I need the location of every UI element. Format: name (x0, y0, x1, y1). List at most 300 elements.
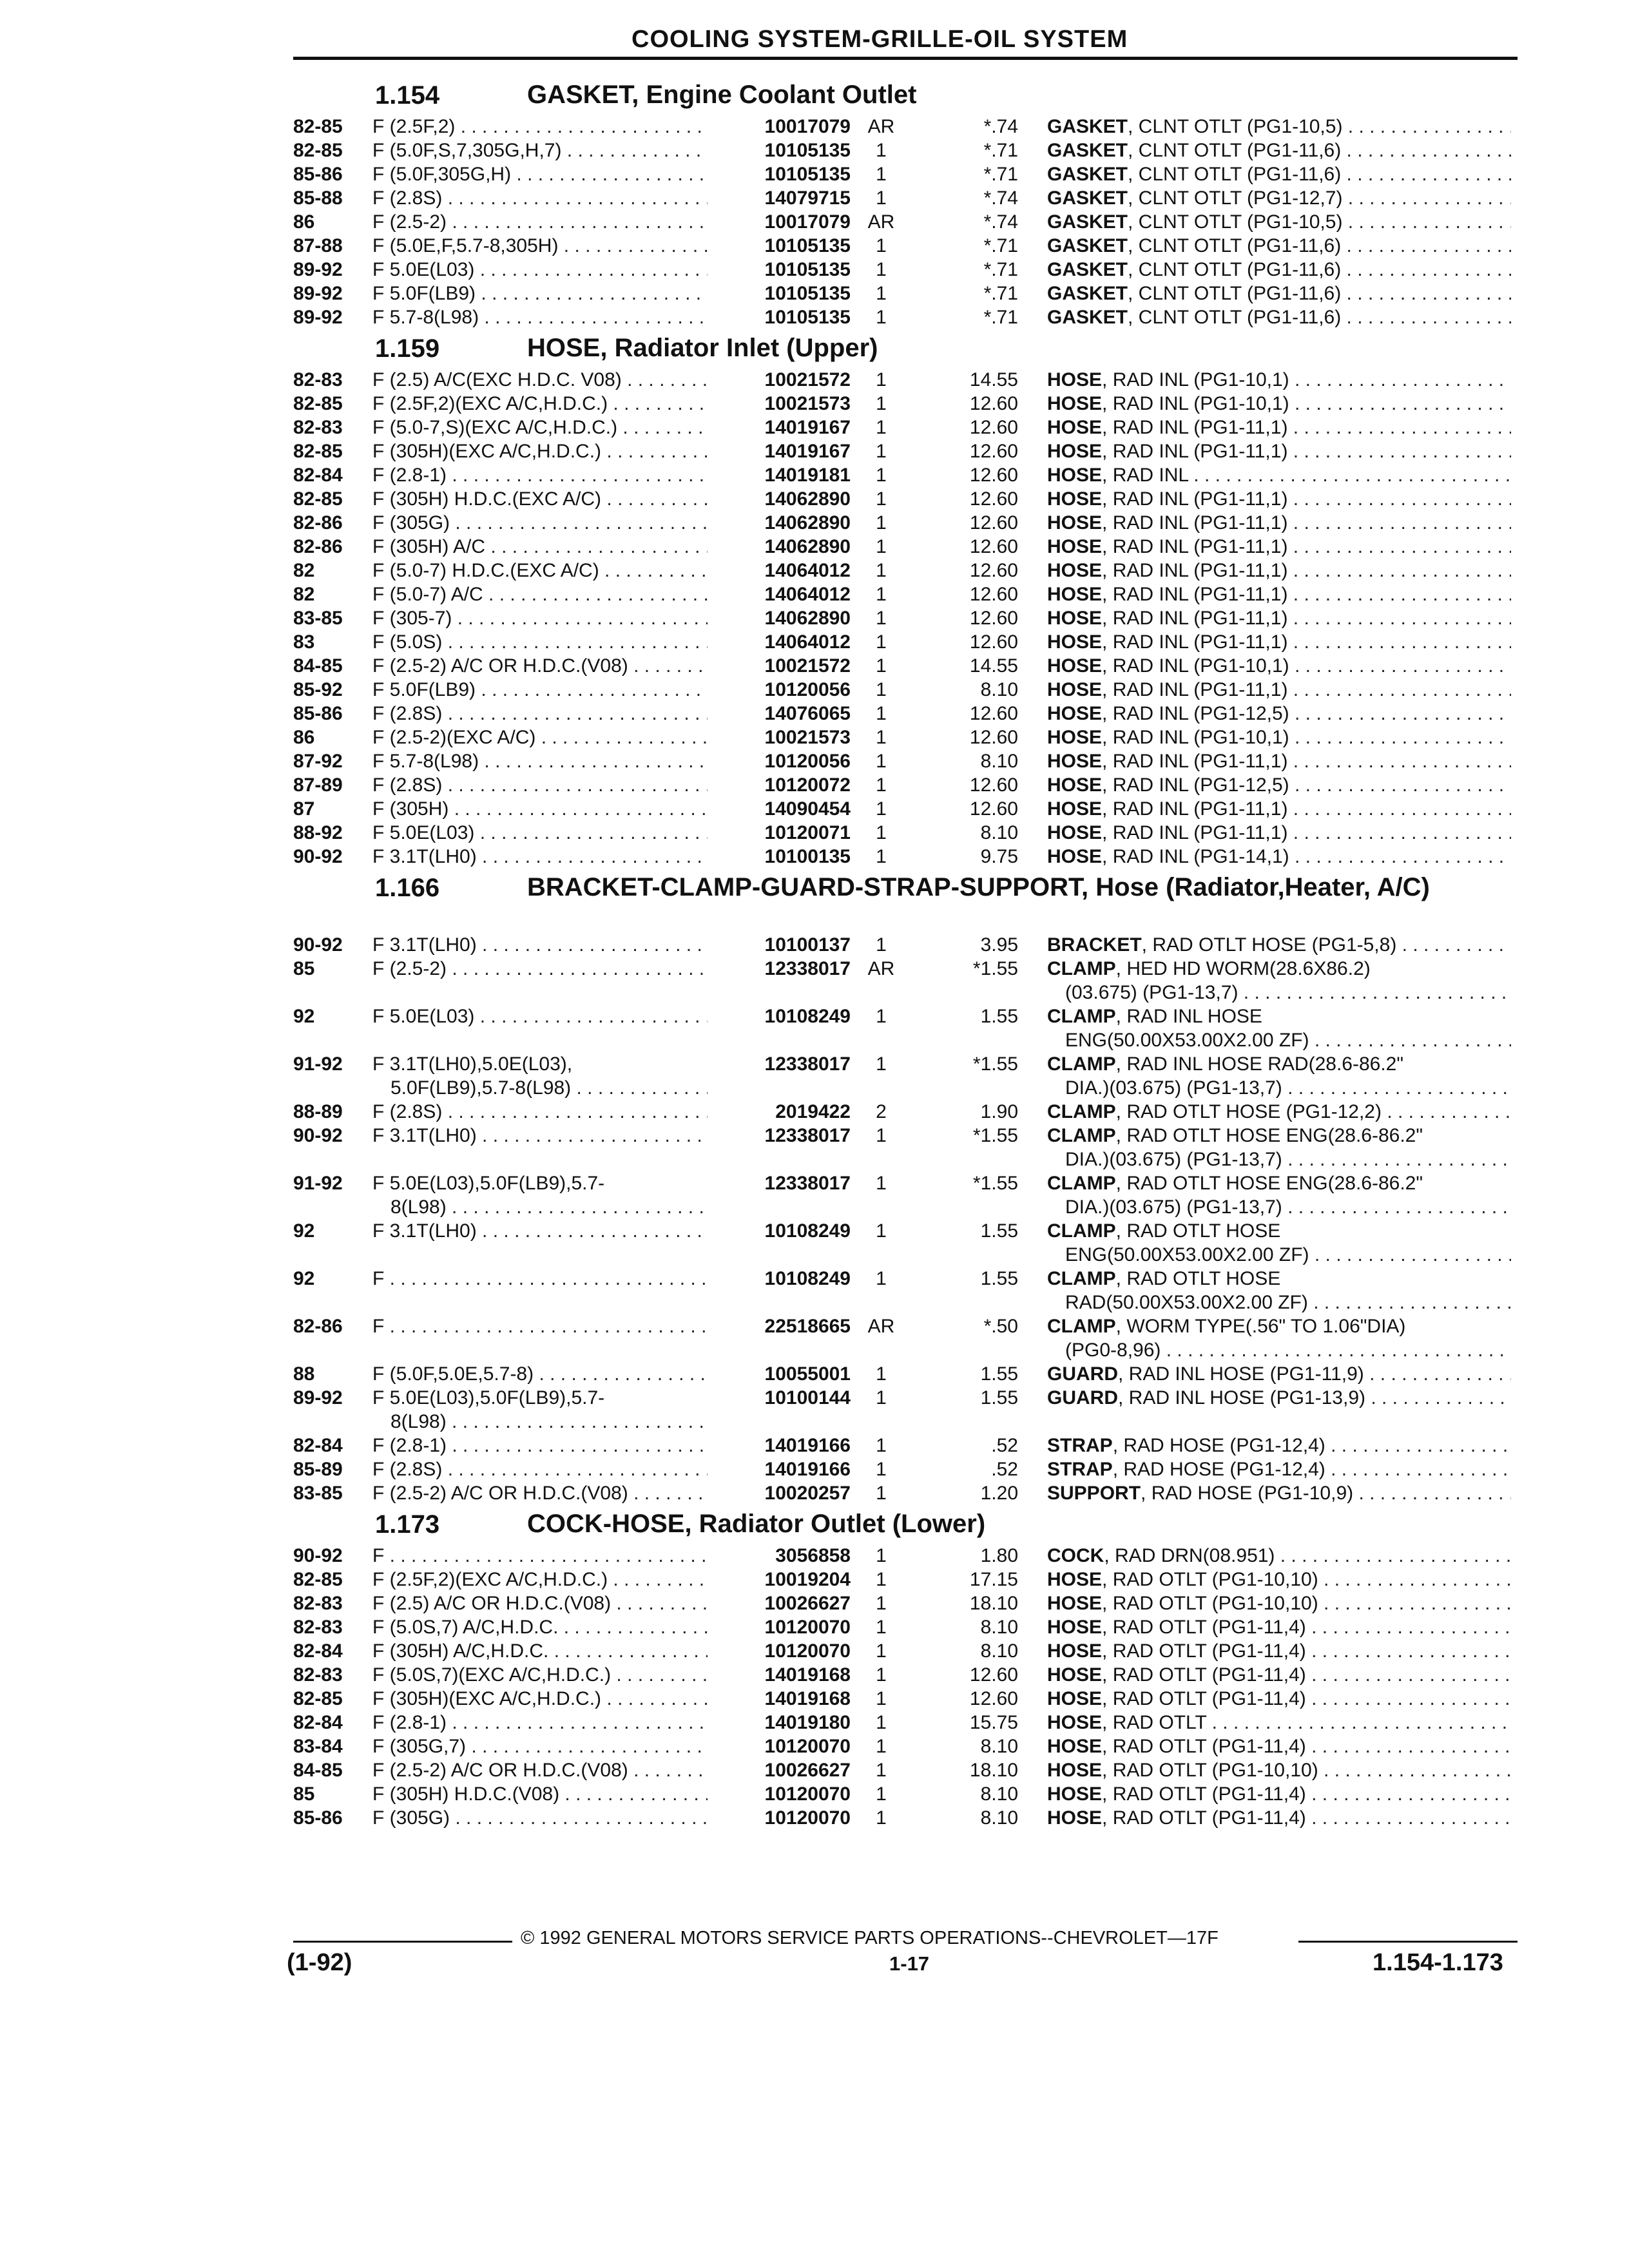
price: 1.55 (980, 1006, 1018, 1027)
part-type: HOSE (1047, 1569, 1103, 1590)
model-application (372, 654, 708, 678)
part-type: GASKET (1047, 283, 1128, 304)
model-line: F (2.5-2) A/C OR H.D.C.(V08) . . . (372, 1758, 708, 1782)
model-years: 82-86 (293, 512, 343, 533)
model-years: 83-84 (293, 1736, 343, 1757)
quantity: 1 (876, 751, 887, 772)
section-title: GASKET, Engine Coolant Outlet (527, 81, 917, 109)
part-number: 10120070 (764, 1617, 851, 1638)
part-number: 14019168 (764, 1688, 851, 1709)
part-type: HOSE (1047, 655, 1103, 677)
table-row (0, 535, 1629, 559)
table-row (0, 368, 1629, 392)
model-years: 85-86 (293, 1807, 343, 1829)
table-row (0, 1663, 1629, 1687)
model-application (372, 162, 708, 186)
description-text: ENG(50.00X53.00X2.00 ZF) (1065, 1030, 1309, 1051)
description-line (1047, 797, 1511, 821)
model-years: 89-92 (293, 259, 343, 280)
price: *.74 (983, 116, 1018, 137)
model-line: F 5.7-8(L98) . . . (372, 305, 708, 329)
part-description (1047, 282, 1511, 305)
description-text: , CLNT OTLT (PG1-11,6) (1128, 140, 1342, 161)
part-type: STRAP (1047, 1435, 1113, 1456)
table-row (0, 392, 1629, 416)
model-line: F (5.0F,305G,H) . . . (372, 162, 708, 186)
model-line: F 5.0F(LB9) . . . (372, 282, 708, 305)
quantity: 2 (876, 1101, 887, 1122)
description-line (1047, 933, 1511, 957)
model-years: 87-92 (293, 751, 343, 772)
part-number: 14090454 (764, 798, 851, 820)
price: 12.60 (969, 488, 1018, 510)
model-years: 86 (293, 211, 315, 233)
model-years: 83 (293, 631, 315, 653)
part-description (1047, 535, 1511, 559)
model-application (372, 630, 708, 654)
table-row (0, 1171, 1629, 1219)
part-description (1047, 678, 1511, 702)
part-type: HOSE (1047, 774, 1103, 796)
description-text: , RAD INL (PG1-11,1) (1102, 822, 1288, 843)
price: 15.75 (969, 1712, 1018, 1733)
description-line (1047, 1004, 1511, 1028)
description-line (1047, 162, 1511, 186)
quantity: 1 (876, 1712, 887, 1733)
price: 12.60 (969, 631, 1018, 653)
model-line: F (2.8S) . . . (372, 702, 708, 726)
part-type: HOSE (1047, 1807, 1103, 1829)
description-line (1047, 678, 1511, 702)
description-line (1047, 439, 1511, 463)
part-description (1047, 1735, 1511, 1758)
part-number: 14064012 (764, 560, 851, 581)
description-line (1047, 773, 1511, 797)
model-line: F (5.0S) . . . (372, 630, 708, 654)
part-type: HOSE (1047, 1783, 1103, 1805)
part-number: 14019166 (764, 1435, 851, 1456)
model-years: 82-86 (293, 1316, 343, 1337)
description-line (1047, 821, 1511, 845)
price: *.71 (983, 164, 1018, 185)
model-line: F 3.1T(LH0) . . . (372, 1124, 708, 1148)
description-text: , RAD INL (PG1-11,1) (1102, 798, 1288, 820)
quantity: 1 (876, 417, 887, 438)
part-type: HOSE (1047, 393, 1103, 414)
model-line: F (305G) . . . (372, 1806, 708, 1830)
title-rule (293, 57, 1518, 60)
part-description (1047, 1591, 1511, 1615)
part-type: GASKET (1047, 164, 1128, 185)
description-line (1047, 1076, 1511, 1100)
description-line (1047, 1687, 1511, 1711)
description-line (1047, 1663, 1511, 1687)
quantity: 1 (876, 1545, 887, 1566)
quantity: 1 (876, 703, 887, 724)
part-type: HOSE (1047, 798, 1103, 820)
description-text: , RAD INL (PG1-11,1) (1102, 488, 1288, 510)
part-description (1047, 234, 1511, 258)
model-years: 82-84 (293, 1712, 343, 1733)
table-row (0, 1386, 1629, 1434)
part-description (1047, 1481, 1511, 1505)
part-number: 10120072 (764, 774, 851, 796)
part-type: HOSE (1047, 751, 1103, 772)
part-description (1047, 559, 1511, 582)
model-line: F 3.1T(LH0) . . . (372, 933, 708, 957)
model-line: F (5.0F,5.0E,5.7-8) . . . (372, 1362, 708, 1386)
model-application (372, 234, 708, 258)
part-description (1047, 654, 1511, 678)
part-number: 10026627 (764, 1760, 851, 1781)
table-row (0, 162, 1629, 186)
price: 14.55 (969, 655, 1018, 677)
part-number: 14062890 (764, 536, 851, 557)
model-years: 83-85 (293, 608, 343, 629)
description-line (1047, 702, 1511, 726)
part-number: 14019167 (764, 417, 851, 438)
model-application (372, 702, 708, 726)
quantity: 1 (876, 393, 887, 414)
model-application (372, 1568, 708, 1591)
part-type: CLAMP (1047, 1006, 1116, 1027)
description-line (1047, 1124, 1511, 1148)
part-type: SUPPORT (1047, 1483, 1141, 1504)
part-type: GUARD (1047, 1387, 1118, 1408)
description-text: , RAD OTLT (1102, 1712, 1207, 1733)
model-line: F (305H) H.D.C.(V08) . . . (372, 1782, 708, 1806)
description-text: , RAD INL (PG1-10,1) (1102, 727, 1289, 748)
table-row (0, 487, 1629, 511)
part-type: HOSE (1047, 1688, 1103, 1709)
description-line (1047, 1100, 1511, 1124)
model-line: F (5.0-7) A/C . . . (372, 582, 708, 606)
model-line: F (2.5-2) A/C OR H.D.C.(V08) . . . (372, 1481, 708, 1505)
description-line (1047, 1735, 1511, 1758)
description-line (1047, 1148, 1511, 1171)
part-number: 10105135 (764, 283, 851, 304)
price: 14.55 (969, 369, 1018, 390)
description-line (1047, 511, 1511, 535)
model-application (372, 1806, 708, 1830)
description-line (1047, 606, 1511, 630)
part-number: 10105135 (764, 164, 851, 185)
price: 1.55 (980, 1268, 1018, 1289)
description-text: , RAD HOSE (PG1-10,9) (1141, 1483, 1354, 1504)
part-description (1047, 368, 1511, 392)
description-line (1047, 1806, 1511, 1830)
price: 1.20 (980, 1483, 1018, 1504)
part-number: 10120070 (764, 1736, 851, 1757)
model-line: 8(L98) . . . (372, 1410, 708, 1434)
model-years: 92 (293, 1220, 315, 1242)
model-line: F (305H)(EXC A/C,H.D.C.) . . . (372, 439, 708, 463)
model-application (372, 1687, 708, 1711)
quantity: 1 (876, 488, 887, 510)
description-line (1047, 1267, 1511, 1291)
part-number: 10021572 (764, 655, 851, 677)
quantity: 1 (876, 1125, 887, 1146)
description-text: , RAD INL (PG1-11,1) (1102, 536, 1288, 557)
model-application (372, 1052, 708, 1100)
model-application (372, 1544, 708, 1568)
model-line: 8(L98) . . . (372, 1195, 708, 1219)
model-application (372, 1711, 708, 1735)
description-text: , CLNT OTLT (PG1-11,6) (1128, 259, 1342, 280)
part-number: 14062890 (764, 608, 851, 629)
description-line (1047, 1615, 1511, 1639)
model-years: 91-92 (293, 1173, 343, 1194)
table-row (0, 1100, 1629, 1124)
table-row (0, 845, 1629, 869)
price: *.71 (983, 140, 1018, 161)
part-description (1047, 1100, 1511, 1124)
price: 8.10 (980, 751, 1018, 772)
model-application (372, 1267, 708, 1291)
description-text: , RAD INL HOSE (PG1-13,9) (1118, 1387, 1365, 1408)
description-text: , RAD OTLT (PG1-10,10) (1102, 1569, 1318, 1590)
quantity: 1 (876, 655, 887, 677)
model-line: F (2.5) A/C OR H.D.C.(V08) . . . (372, 1591, 708, 1615)
price: 12.60 (969, 774, 1018, 796)
model-application (372, 1663, 708, 1687)
part-description (1047, 511, 1511, 535)
model-application (372, 368, 708, 392)
model-years: 82-85 (293, 140, 343, 161)
description-text: , RAD INL (PG1-11,1) (1102, 560, 1288, 581)
section-header (0, 329, 1629, 368)
quantity: 1 (876, 1053, 887, 1075)
description-line (1047, 1568, 1511, 1591)
page-title: COOLING SYSTEM-GRILLE-OIL SYSTEM (631, 26, 1128, 53)
description-line (1047, 115, 1511, 139)
price: *1.55 (972, 1173, 1018, 1194)
price: 12.60 (969, 417, 1018, 438)
section-number: 1.159 (375, 334, 440, 363)
part-description (1047, 821, 1511, 845)
table-row (0, 1362, 1629, 1386)
model-line: F . . . (372, 1544, 708, 1568)
description-line (1047, 139, 1511, 162)
quantity: 1 (876, 1173, 887, 1194)
model-application (372, 749, 708, 773)
model-application (372, 1758, 708, 1782)
table-row (0, 1457, 1629, 1481)
part-description (1047, 1544, 1511, 1568)
description-text: , CLNT OTLT (PG1-11,6) (1128, 283, 1342, 304)
model-years: 84-85 (293, 655, 343, 677)
description-line (1047, 1195, 1511, 1219)
price: 12.60 (969, 727, 1018, 748)
description-line (1047, 1314, 1511, 1338)
description-line (1047, 654, 1511, 678)
part-number: 14019180 (764, 1712, 851, 1733)
table-row (0, 463, 1629, 487)
table-row (0, 1687, 1629, 1711)
part-number: 10017079 (764, 211, 851, 233)
description-line (1047, 726, 1511, 749)
table-row (0, 821, 1629, 845)
model-application (372, 726, 708, 749)
copyright-line: © 1992 GENERAL MOTORS SERVICE PARTS OPERATIONS--CHEVROLET—17F (521, 1928, 1219, 1948)
part-type: CLAMP (1047, 1053, 1116, 1075)
description-text: , RAD INL (PG1-12,5) (1102, 774, 1289, 796)
quantity: 1 (876, 1760, 887, 1781)
part-description (1047, 258, 1511, 282)
section-number: 1.154 (375, 81, 440, 110)
model-years: 82-83 (293, 369, 343, 390)
part-number: 10019204 (764, 1569, 851, 1590)
model-years: 82-84 (293, 465, 343, 486)
description-text: DIA.)(03.675) (PG1-13,7) (1065, 1077, 1282, 1099)
part-description (1047, 1267, 1511, 1314)
table-row (0, 1568, 1629, 1591)
description-text: , RAD OTLT (PG1-11,4) (1102, 1640, 1306, 1662)
part-type: HOSE (1047, 1736, 1103, 1757)
table-row (0, 1591, 1629, 1615)
quantity: 1 (876, 774, 887, 796)
part-description (1047, 1171, 1511, 1219)
price: *1.55 (972, 958, 1018, 979)
model-line: F 5.7-8(L98) . . . (372, 749, 708, 773)
quantity: AR (867, 211, 895, 233)
quantity: 1 (876, 1363, 887, 1385)
part-type: BRACKET (1047, 934, 1142, 956)
model-line: F (5.0-7,S)(EXC A/C,H.D.C.) . . . (372, 416, 708, 439)
price: *.74 (983, 211, 1018, 233)
part-description (1047, 582, 1511, 606)
part-description (1047, 702, 1511, 726)
price: 12.60 (969, 1688, 1018, 1709)
model-application (372, 1457, 708, 1481)
model-application (372, 797, 708, 821)
quantity: 1 (876, 187, 887, 209)
model-years: 90-92 (293, 934, 343, 956)
part-number: 10100135 (764, 846, 851, 867)
model-years: 82-86 (293, 536, 343, 557)
model-years: 85 (293, 1783, 315, 1805)
quantity: 1 (876, 259, 887, 280)
price: 3.95 (980, 934, 1018, 956)
model-line: F 5.0E(L03),5.0F(LB9),5.7- (372, 1387, 605, 1408)
table-row (0, 933, 1629, 957)
model-line: F (2.5-2) . . . (372, 210, 708, 234)
part-description (1047, 726, 1511, 749)
part-description (1047, 1806, 1511, 1830)
description-line (1047, 258, 1511, 282)
part-number: 12338017 (764, 1125, 851, 1146)
model-line: F 5.0E(L03) . . . (372, 821, 708, 845)
table-row (0, 282, 1629, 305)
part-type: CLAMP (1047, 1173, 1116, 1194)
model-line: F 5.0E(L03),5.0F(LB9),5.7- (372, 1173, 605, 1194)
part-description (1047, 606, 1511, 630)
part-description (1047, 210, 1511, 234)
description-line (1047, 582, 1511, 606)
part-number: 10120056 (764, 751, 851, 772)
model-years: 82-85 (293, 441, 343, 462)
model-application (372, 439, 708, 463)
description-text: , RAD OTLT (PG1-11,4) (1102, 1783, 1306, 1805)
description-line (1047, 392, 1511, 416)
footer-page-number: 1-17 (889, 1952, 930, 1975)
description-text: , RAD INL (PG1-11,1) (1102, 608, 1288, 629)
model-years: 88-89 (293, 1101, 343, 1122)
part-description (1047, 1663, 1511, 1687)
part-description (1047, 463, 1511, 487)
model-application (372, 821, 708, 845)
part-description (1047, 1568, 1511, 1591)
description-text: , RAD INL (PG1-10,1) (1102, 393, 1289, 414)
part-number: 14064012 (764, 584, 851, 605)
part-number: 14019168 (764, 1664, 851, 1686)
part-number: 14079715 (764, 187, 851, 209)
model-application (372, 1735, 708, 1758)
price: *1.55 (972, 1053, 1018, 1075)
description-text: DIA.)(03.675) (PG1-13,7) (1065, 1149, 1282, 1170)
price: 1.80 (980, 1545, 1018, 1566)
description-text: , RAD OTLT (PG1-10,10) (1102, 1760, 1318, 1781)
part-description (1047, 1362, 1511, 1386)
table-row (0, 773, 1629, 797)
part-number: 14019181 (764, 465, 851, 486)
model-application (372, 487, 708, 511)
price: 1.55 (980, 1363, 1018, 1385)
table-row (0, 1735, 1629, 1758)
model-years: 90-92 (293, 1545, 343, 1566)
table-row (0, 234, 1629, 258)
model-years: 82-85 (293, 488, 343, 510)
price: 8.10 (980, 822, 1018, 843)
description-line (1047, 630, 1511, 654)
model-years: 90-92 (293, 846, 343, 867)
model-line: F (305G) . . . (372, 511, 708, 535)
quantity: 1 (876, 608, 887, 629)
part-type: GASKET (1047, 235, 1128, 256)
part-description (1047, 1711, 1511, 1735)
table-row (0, 559, 1629, 582)
quantity: 1 (876, 1006, 887, 1027)
table-row (0, 416, 1629, 439)
part-description (1047, 1052, 1511, 1100)
part-description (1047, 957, 1511, 1004)
part-description (1047, 1457, 1511, 1481)
part-type: GASKET (1047, 307, 1128, 328)
quantity: 1 (876, 1435, 887, 1456)
quantity: 1 (876, 727, 887, 748)
part-type: HOSE (1047, 560, 1103, 581)
description-text: , RAD INL HOSE RAD(28.6-86.2" (1115, 1053, 1404, 1075)
description-text: , RAD INL (PG1-11,1) (1102, 751, 1288, 772)
model-years: 85-88 (293, 187, 343, 209)
model-line: 5.0F(LB9),5.7-8(L98) . . . (372, 1076, 708, 1100)
part-type: CLAMP (1047, 1268, 1116, 1289)
price: 8.10 (980, 1807, 1018, 1829)
description-line (1047, 463, 1511, 487)
description-text: , RAD OTLT HOSE (1115, 1268, 1281, 1289)
part-number: 10020257 (764, 1483, 851, 1504)
model-line: F (5.0-7) H.D.C.(EXC A/C) . . . (372, 559, 708, 582)
table-row (0, 1314, 1629, 1362)
description-text: , RAD HOSE (PG1-12,4) (1112, 1459, 1325, 1480)
description-text: , WORM TYPE(.56" TO 1.06"DIA) (1115, 1316, 1406, 1337)
model-application (372, 1219, 708, 1243)
part-type: HOSE (1047, 369, 1103, 390)
model-application (372, 416, 708, 439)
description-line (1047, 1758, 1511, 1782)
table-row (0, 1481, 1629, 1505)
part-type: CLAMP (1047, 1316, 1116, 1337)
